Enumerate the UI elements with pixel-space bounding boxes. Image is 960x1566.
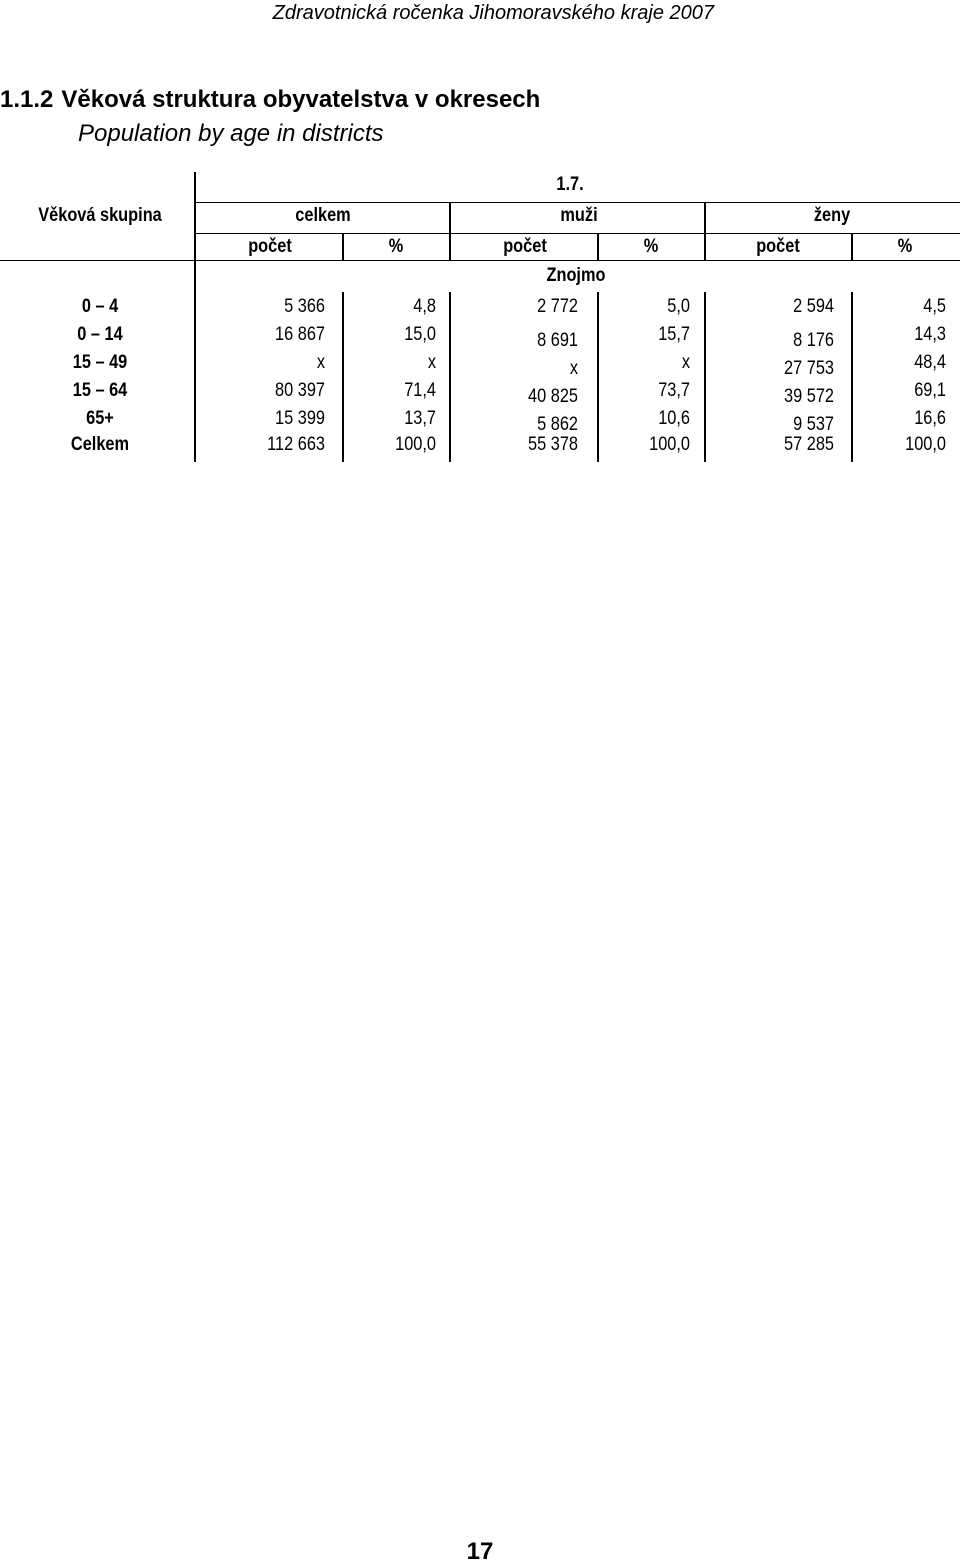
table-cell: 10,6 <box>658 408 690 429</box>
table-cell: 71,4 <box>404 380 436 401</box>
table-cell: 8 691 <box>537 330 578 351</box>
table-title-cz: Věková struktura obyvatelstva v okresech <box>61 86 541 113</box>
table-cell: 15,0 <box>404 324 436 345</box>
vertical-rule <box>449 292 451 462</box>
table-cell: 2 594 <box>793 296 834 317</box>
vertical-rule <box>597 233 599 260</box>
table-cell: 100,0 <box>649 434 690 455</box>
table-cell: x <box>316 352 325 373</box>
age-group-label: Celkem <box>70 434 130 455</box>
age-structure-table <box>0 0 960 470</box>
table-cell: 9 537 <box>793 414 834 435</box>
vertical-rule <box>194 172 196 462</box>
table-cell: 2 772 <box>537 296 578 317</box>
running-header: Zdravotnická ročenka Jihomoravského kraje 2007 <box>272 2 714 24</box>
table-cell: 69,1 <box>914 380 946 401</box>
table-cell: 15,7 <box>658 324 690 345</box>
subheader-count: počet <box>248 236 292 257</box>
subheader-percent: % <box>643 236 659 257</box>
group-header-men: muži <box>560 205 598 226</box>
vertical-rule <box>449 202 451 260</box>
table-cell: x <box>427 352 436 373</box>
table-cell: 100,0 <box>395 434 436 455</box>
subheader-count: počet <box>503 236 547 257</box>
table-cell: 5,0 <box>667 296 690 317</box>
table-cell: 40 825 <box>528 386 578 407</box>
table-cell: 8 176 <box>793 330 834 351</box>
table-cell: 73,7 <box>658 380 690 401</box>
table-cell: 27 753 <box>784 358 834 379</box>
table-number: 1.1.2 <box>0 86 54 113</box>
age-group-label: 15 – 49 <box>72 352 128 373</box>
horizontal-rule <box>194 202 960 203</box>
table-cell: 4,5 <box>923 296 946 317</box>
table-cell: 13,7 <box>404 408 436 429</box>
table-cell: x <box>681 352 690 373</box>
page-number: 17 <box>466 1538 494 1565</box>
section-code: 1.7. <box>556 174 584 195</box>
table-cell: 16,6 <box>914 408 946 429</box>
vertical-rule <box>704 202 706 260</box>
age-group-label: 0 – 14 <box>77 324 123 345</box>
table-cell: 5 366 <box>284 296 325 317</box>
group-header-women: ženy <box>813 205 851 226</box>
table-cell: 55 378 <box>528 434 578 455</box>
table-cell: 4,8 <box>413 296 436 317</box>
vertical-rule <box>342 233 344 260</box>
subheader-percent: % <box>388 236 404 257</box>
table-cell: 48,4 <box>914 352 946 373</box>
group-header-total: celkem <box>295 205 351 226</box>
subheader-percent: % <box>897 236 913 257</box>
subheader-count: počet <box>756 236 800 257</box>
table-cell: 15 399 <box>275 408 325 429</box>
vertical-rule <box>704 292 706 462</box>
horizontal-rule <box>194 233 960 234</box>
table-cell: 100,0 <box>905 434 946 455</box>
row-header: Věková skupina <box>38 205 162 226</box>
table-title-en: Population by age in districts <box>78 120 384 147</box>
table-cell: 80 397 <box>275 380 325 401</box>
age-group-label: 65+ <box>86 408 114 429</box>
table-cell: 39 572 <box>784 386 834 407</box>
horizontal-rule <box>0 260 960 261</box>
district-name: Znojmo <box>546 265 606 286</box>
vertical-rule <box>851 233 853 260</box>
table-cell: 112 663 <box>267 434 325 455</box>
table-cell: 5 862 <box>537 414 578 435</box>
table-cell: 14,3 <box>914 324 946 345</box>
age-group-label: 0 – 4 <box>81 296 119 317</box>
table-cell: 16 867 <box>275 324 325 345</box>
table-cell: 57 285 <box>784 434 834 455</box>
table-cell: x <box>569 358 578 379</box>
age-group-label: 15 – 64 <box>72 380 128 401</box>
